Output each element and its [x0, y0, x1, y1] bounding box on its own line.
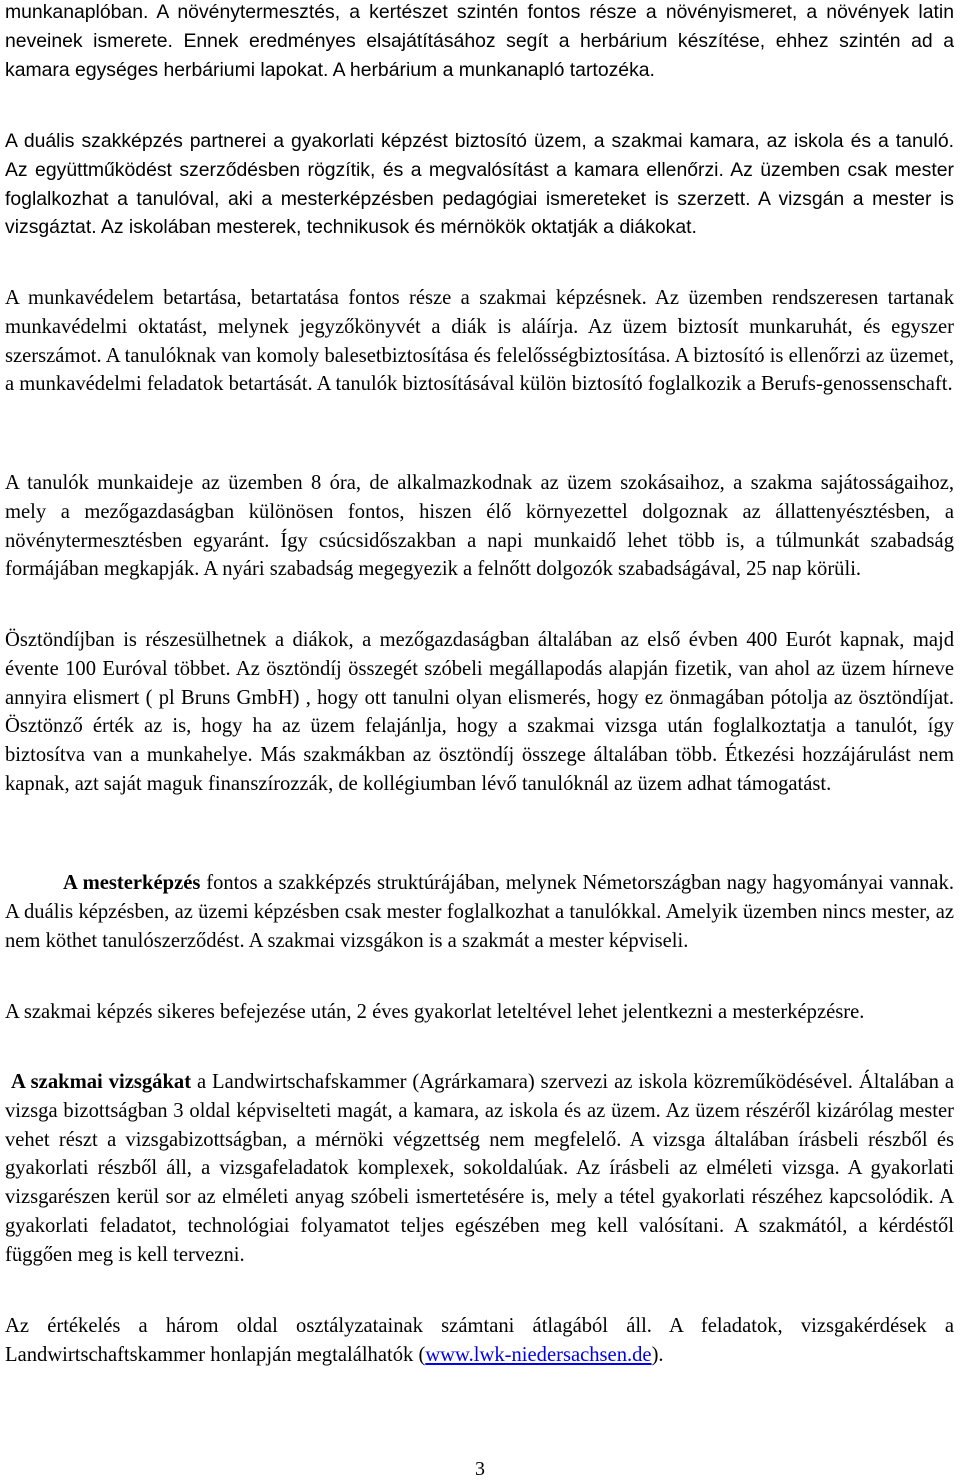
master-training-text: fontos a szakképzés struktúrájában, melynek Németországban nagy hagyományai vannak. A duális képzésben, az üzemi képzésben csak mester foglalkozhat a tanulókkal. Amelyik üzemben nincs mester, az nem köthet tanulószerződést. A szakmai vizsgákon is a szakmát a mester képviseli.	[5, 872, 954, 952]
master-training-heading: A mesterképzés	[63, 872, 201, 894]
paragraph-exams	[5, 1068, 954, 1270]
exams-heading: A szakmai vizsgákat	[11, 1071, 192, 1093]
lwk-website-link[interactable]: www.lwk-niedersachsen.de	[425, 1343, 652, 1366]
paragraph-herbarium: munkanaplóban. A növénytermesztés, a kertészet szintén fontos része a növényismeret, a növények latin neveinek ismerete. Ennek eredményes elsajátításához segít a herbárium készítése, ehhez szintén ad a kamara egységes herbáriumi lapokat. A herbárium a munkanapló tartozéka.	[5, 1, 954, 81]
paragraph-working-hours: A tanulók munkaideje az üzemben 8 óra, de alkalmazkodnak az üzem szokásaihoz, a szakma sajátosságaihoz, mely a mezőgazdaságban különösen fontos, hiszen élő környezettel dolgoznak az állattenyésztésben, a növénytermesztésben egyaránt. Így csúcsidőszakban a napi munkaidő lehet több is, a túlmunkát szabadság formájában megkapják. A nyári szabadság megegyezik a felnőtt dolgozók szabadságával, 25 nap körüli.	[5, 472, 954, 581]
page-number: 3	[475, 1458, 485, 1480]
exams-text: a Landwirtschafskammer (Agrárkamara) szervezi az iskola közreműködésével. Általában a vizsga bizottságban 3 oldal képviselteti magát, a kamara, az iskola és az üzem. Az üzem részéről kizárólag mester vehet részt a vizsgabizottságban, a mérnöki végzettség nem megfelelő. A vizsga általában írásbeli részből és gyakorlati részből áll, a vizsgafeladatok komplexek, sokoldalúak. Az írásbeli az elméleti vizsga. A gyakorlati vizsgarészen kerül sor az elméleti anyag szóbeli ismertetésére is, mely a tétel gyakorlati részéhez kapcsolódik. A gyakorlati feladatot, technológiai folyamatot teljes egészében meg kell valósítani. A szakmától, a kérdéstől függően meg is kell tervezni.	[5, 1071, 954, 1266]
paragraph-evaluation	[5, 1312, 954, 1370]
paragraph-master-eligibility: A szakmai képzés sikeres befejezése után, 2 éves gyakorlat leteltével lehet jelentkezni a mesterképzésre.	[5, 1001, 865, 1023]
evaluation-text: Az értékelés a három oldal osztályzatainak számtani átlagából áll. A feladatok, vizsgakérdések a Landwirtschaftskammer honlapján megtalálhatók (	[5, 1315, 954, 1366]
paragraph-scholarship: Ösztöndíjban is részesülhetnek a diákok, a mezőgazdaságban általában az első évben 400 Eurót kapnak, majd évente 100 Euróval többet. Az ösztöndíj összegét szóbeli megállapodás alapján fizetik, van ahol az üzem hírneve annyira elismert ( pl Bruns GmbH) , hogy ott tanulni olyan elismerés, hogy ez önmagában pótolja az ösztöndíjat. Ösztönző érték az is, hogy ha az üzem felajánlja, hogy a szakmai vizsga után foglalkoztatja a tanulót, így biztosítva van a munkahelye. Más szakmákban az ösztöndíj összege általában több. Étkezési hozzájárulást nem kapnak, azt saját maguk finanszírozzák, de kollégiumban lévő tanulóknál az üzem adhat támogatást.	[5, 629, 954, 795]
paragraph-dual-training-partners: A duális szakképzés partnerei a gyakorlati képzést biztosító üzem, a szakmai kamara, az iskola és a tanuló. Az együttműködést szerződésben rögzítik, és a megvalósítást a kamara ellenőrzi. Az üzemben csak mester foglalkozhat a tanulóval, aki a mesterképzésben pedagógiai ismereteket is szerzett. A vizsgán a mester is vizsgáztat. Az iskolában mesterek, technikusok és mérnökök oktatják a diákokat.	[5, 130, 954, 239]
paragraph-master-training	[5, 869, 954, 955]
paragraph-work-safety: A munkavédelem betartása, betartatása fontos része a szakmai képzésnek. Az üzemben rendszeresen tartanak munkavédelmi oktatást, melynek jegyzőkönyvét a diák is aláírja. Az üzem biztosít munkaruhát, és egyszer szerszámot. A tanulóknak van komoly balesetbiztosítása és felelősségbiztosítása. A biztosító is ellenőrzi az üzemet, a munkavédelmi feladatok betartását. A tanulók biztosításával külön biztosító foglalkozik a Berufs-genossenschaft.	[5, 287, 954, 396]
evaluation-end: ).	[651, 1343, 664, 1366]
